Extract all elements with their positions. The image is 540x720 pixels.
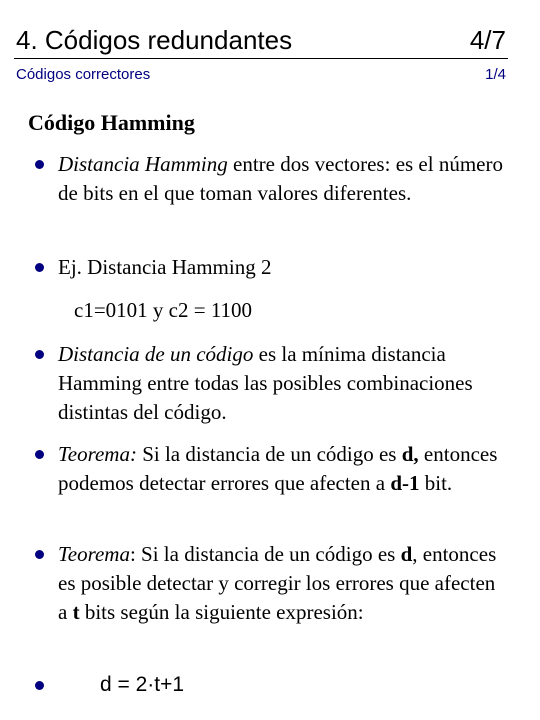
section-title: Código Hamming <box>28 110 195 135</box>
slide-subpage-number: 1/4 <box>485 66 506 83</box>
item-text: : Si la distancia de un código es <box>129 542 401 566</box>
item-text: Si la distancia de un código es <box>136 442 402 466</box>
bullet-icon <box>35 350 44 359</box>
item-emphasis: Distancia Hamming <box>58 152 228 176</box>
item-text: es la mínima distancia Hamming entre todas las posibles combinaciones distintas del código. <box>58 342 473 424</box>
example-line: c1=0101 y c2 = 1100 <box>74 298 253 322</box>
list-item <box>58 253 508 282</box>
list-item <box>58 540 508 627</box>
list-item <box>58 150 508 208</box>
item-text: , entonces es posible detectar y corregir los errores que afecten a <box>58 542 497 624</box>
bullet-icon <box>35 450 44 459</box>
item-text: bits según la siguiente expresión: <box>79 600 364 624</box>
bullet-icon <box>35 550 44 559</box>
item-bold: d, <box>401 442 419 466</box>
item-bold: d-1 <box>390 471 420 495</box>
bullet-icon <box>35 263 44 272</box>
bullet-icon <box>35 160 44 169</box>
item-text: Ej. Distancia Hamming 2 <box>58 255 272 279</box>
item-bold: d <box>400 542 413 566</box>
slide-subtitle: Códigos correctores <box>16 66 151 83</box>
item-text: bit. <box>419 471 453 495</box>
item-emphasis: Distancia de un código <box>58 342 254 366</box>
slide-title: 4. Códigos redundantes <box>16 25 293 55</box>
bullet-icon <box>35 681 44 690</box>
list-item <box>58 340 508 427</box>
slide-page-number: 4/7 <box>469 25 506 55</box>
header-divider <box>14 58 508 59</box>
item-emphasis: Teorema: <box>58 442 137 466</box>
item-text: entonces podemos detectar errores que afecten a <box>58 442 498 495</box>
item-emphasis: Teorema <box>58 542 130 566</box>
list-item <box>58 440 508 498</box>
item-bold: t <box>72 600 80 624</box>
item-text: entre dos vectores: es el número de bits en el que toman valores diferentes. <box>58 152 503 205</box>
formula: d = 2·t+1 <box>100 673 185 696</box>
